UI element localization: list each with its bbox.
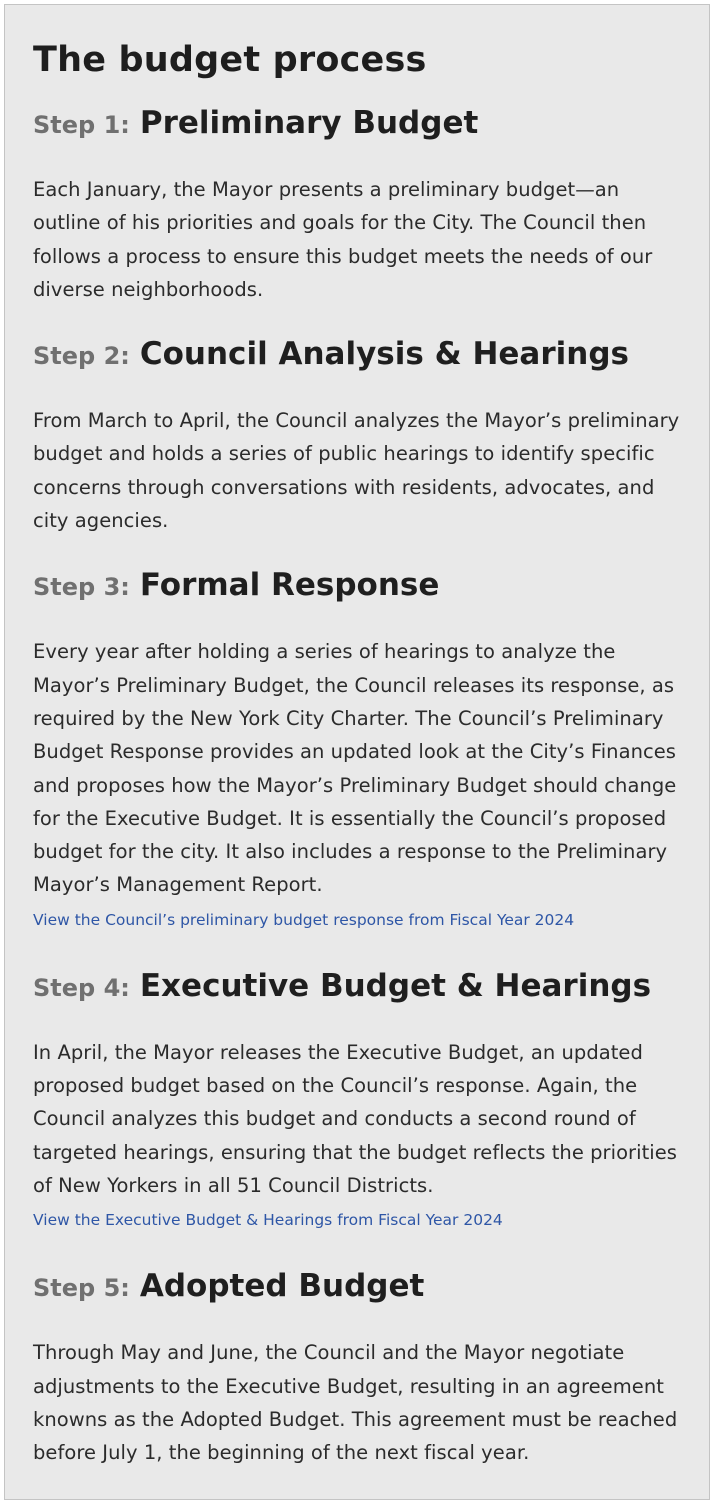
- step-description: Each January, the Mayor presents a preliminary budget—an outline of his priorities and goals for the City. The Council then follows a process to ensure this budget meets the needs of our diverse neighborhoods.: [33, 178, 653, 301]
- step-heading: [33, 334, 681, 376]
- step-description: Through May and June, the Council and the Mayor negotiate adjustments to the Executive Budget, resulting in an agreement knowns as the Adopted Budget. This agreement must be reached before July 1, the beginning of the next fiscal year.: [33, 1341, 678, 1465]
- step-title: Executive Budget & Hearings: [139, 967, 652, 1004]
- step-heading: [33, 103, 681, 145]
- step-description: From March to April, the Council analyzes the Mayor’s preliminary budget and holds a series of public hearings to identify specific concerns through conversations with residents, advocates, and city agencies.: [33, 409, 680, 533]
- step-number: Step 2:: [33, 342, 130, 371]
- step-preliminary-budget: [33, 103, 681, 306]
- step-heading: [33, 1266, 681, 1308]
- step-council-analysis-hearings: [33, 334, 681, 537]
- step-heading: [33, 966, 681, 1008]
- preliminary-budget-response-link[interactable]: View the Council’s preliminary budget response from Fiscal Year 2024: [33, 910, 575, 929]
- step-number: Step 1:: [33, 111, 130, 139]
- step-heading: [33, 565, 681, 607]
- step-title: Council Analysis & Hearings: [139, 336, 629, 373]
- budget-process-panel: [4, 4, 710, 1500]
- step-number: Step 4:: [33, 973, 130, 1002]
- step-title: Adopted Budget: [139, 1268, 425, 1305]
- executive-budget-hearings-link[interactable]: View the Executive Budget & Hearings from Fiscal Year 2024: [33, 1211, 503, 1230]
- step-formal-response: [33, 565, 681, 929]
- step-title: Formal Response: [139, 567, 440, 604]
- step-title: Preliminary Budget: [139, 105, 479, 141]
- step-number: Step 5:: [33, 1274, 130, 1303]
- step-adopted-budget: [33, 1266, 681, 1469]
- step-description: Every year after holding a series of hearings to analyze the Mayor’s Preliminary Budget, the Council releases its response, as required by the New York City Charter. The Council’s Preliminary Budget Response provides an updated look at the City’s Finances and proposes how the Mayor’s Preliminary Budget should change for the Executive Budget. It is essentially the Council’s proposed budget for the city. It also includes a response to the Preliminary Mayor’s Management Report.: [33, 640, 677, 897]
- step-executive-budget-hearings: [33, 966, 681, 1230]
- page-title: The budget process: [33, 40, 427, 80]
- step-description: In April, the Mayor releases the Executive Budget, an updated proposed budget based on the Council’s response. Again, the Council analyzes this budget and conducts a second round of targeted hearings, ensuring that the budget reflects the priorities of New Yorkers in all 51 Council Districts.: [33, 1040, 678, 1197]
- step-number: Step 3:: [33, 573, 130, 602]
